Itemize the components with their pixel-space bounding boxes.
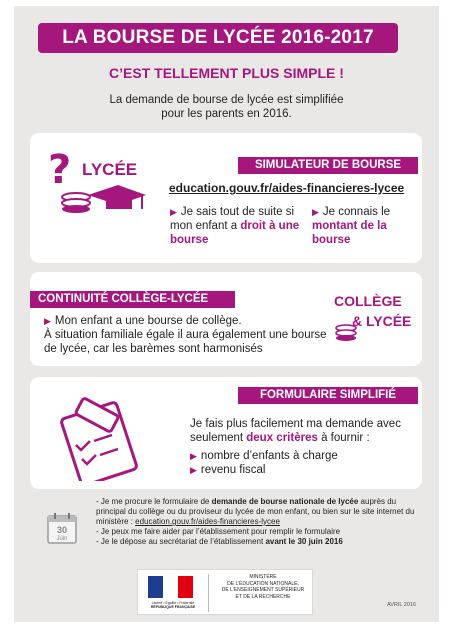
poster — [14, 6, 439, 622]
triangle-bullet-icon: ▶ — [44, 316, 51, 326]
formulaire-card — [30, 377, 422, 489]
calendar-icon — [46, 511, 80, 545]
form-checklist-icon — [60, 395, 152, 481]
ministry-name: MINISTÈRE DE L’ÉDUCATION NATIONALE, DE L’ENSEIGNEMENT SUPÉRIEUR ET DE LA RECHERCHE — [221, 574, 305, 600]
criteria-list — [190, 449, 415, 477]
ministry-link[interactable]: education.gouv.fr/aides-financieres-lycee — [135, 517, 280, 526]
simulateur-point-1: ▶ Je sais tout de suite si mon enfant a droit à une bourse — [170, 206, 300, 246]
triangle-bullet-icon: ▶ — [190, 465, 197, 475]
republic-motto: Liberté • Égalité • Fraternité RÉPUBLIQUE FRANÇAISE — [150, 601, 196, 609]
lycee-logo-word: LYCÉE — [82, 160, 138, 179]
list-item: ▶ nombre d’enfants à charge — [190, 450, 338, 462]
svg-text:?: ? — [48, 147, 72, 193]
svg-text:& LYCÉE: & LYCÉE — [352, 313, 412, 329]
simulateur-label: SIMULATEUR DE BOURSE — [238, 157, 418, 174]
lycee-question-icon — [42, 145, 160, 217]
formulaire-label: FORMULAIRE SIMPLIFIÉ — [238, 387, 418, 404]
simulateur-card — [30, 133, 422, 263]
list-item: ▶ revenu fiscal — [190, 464, 266, 476]
simulateur-point-2: ▶ Je connais le montant de la bourse — [312, 206, 391, 246]
publication-date: AVRIL 2016 — [387, 602, 417, 608]
college-lycee-logo — [326, 286, 416, 348]
continuite-label: CONTINUITÉ COLLÈGE-LYCÉE — [30, 291, 235, 308]
simulateur-link[interactable]: education.gouv.fr/aides-financieres-lycee — [169, 181, 405, 195]
divider — [208, 574, 209, 612]
triangle-bullet-icon: ▶ — [190, 451, 197, 461]
continuite-text: ▶ Mon enfant a une bourse de collège. À situation familiale égale il aura également une bourse de lycée, car les barèmes sont harmonisés — [44, 315, 327, 355]
page-title: LA BOURSE DE LYCÉE 2016-2017 — [38, 23, 398, 53]
svg-text:Juin: Juin — [56, 536, 68, 542]
triangle-bullet-icon: ▶ — [312, 207, 319, 217]
formulaire-text: Je fais plus facilement ma demande avec seulement deux critères à fournir : ▶ nombre d’enfants à charge ▶ revenu fiscal — [190, 417, 415, 477]
marianne-flag-logo — [148, 576, 194, 598]
instructions-notes: - Je me procure le formulaire de demande de bourse nationale de lycée auprès du principal du collège ou du proviseur du lycée de mon enfant, ou bien sur le site internet du ministère : education.gouv.fr/aides-financieres-lycee - Je peux me faire aider par l’établissement pour remplir le formulaire - Je le dépose au secrétariat de l’établissement avant le 30 juin 2016 — [96, 497, 415, 546]
svg-text:30: 30 — [56, 525, 68, 535]
subtitle: C’EST TELLEMENT PLUS SIMPLE ! — [109, 65, 344, 81]
continuite-card — [30, 272, 422, 366]
intro-text: La demande de bourse de lycée est simplifiée pour les parents en 2016. — [109, 94, 344, 120]
svg-text:COLLÈGE: COLLÈGE — [334, 293, 402, 309]
ministry-footer — [137, 569, 313, 615]
triangle-bullet-icon: ▶ — [170, 207, 177, 217]
